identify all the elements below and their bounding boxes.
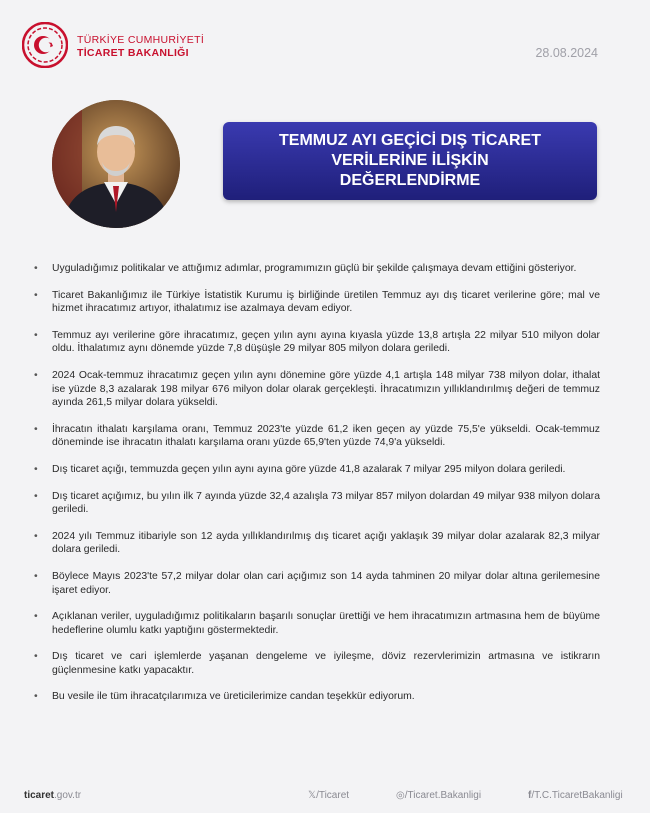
facebook-icon: f bbox=[528, 790, 532, 801]
ministry-name bbox=[77, 34, 204, 60]
instagram-link[interactable] bbox=[396, 790, 481, 801]
list-item bbox=[30, 610, 600, 637]
list-item bbox=[30, 369, 600, 410]
list-item-text: Dış ticaret açığı, temmuzda geçen yılın aynı ayına göre yüzde 41,8 azalarak 7 milyar 295 milyon dolara geriledi. bbox=[52, 463, 566, 475]
bullet-icon: • bbox=[34, 530, 38, 542]
list-item bbox=[30, 423, 600, 450]
list-item bbox=[30, 570, 600, 597]
minister-photo bbox=[52, 100, 180, 228]
website-domain: .gov.tr bbox=[54, 790, 82, 801]
list-item bbox=[30, 690, 600, 704]
title-banner bbox=[223, 122, 597, 200]
list-item-text: Temmuz ayı verilerine göre ihracatımız, geçen yılın aynı ayına kıyasla yüzde 13,8 artışla 22 milyar 510 milyon dolar oldu. İthalatımız aynı dönemde yüzde 7,8 düşüşle 29 milyar 805 milyon dolara geriledi. bbox=[52, 329, 600, 355]
list-item bbox=[30, 530, 600, 557]
list-item-text: Dış ticaret ve cari işlemlerde yaşanan dengeleme ve iyileşme, döviz rezervlerimizin artmasına ve istikrarın güçlenmesine katkı yapacaktır. bbox=[52, 651, 600, 676]
instagram-handle: /Ticaret.Bakanligi bbox=[404, 790, 482, 801]
bullet-icon: • bbox=[34, 263, 38, 274]
date: 28.08.2024 bbox=[535, 46, 598, 60]
x-icon: 𝕏 bbox=[308, 790, 317, 801]
statement-list bbox=[30, 262, 600, 717]
facebook-handle: /T.C.TicaretBakanligi bbox=[531, 790, 623, 801]
list-item bbox=[30, 262, 600, 276]
website-link[interactable] bbox=[24, 790, 81, 801]
x-handle: /Ticaret bbox=[316, 790, 350, 801]
website-name: ticaret bbox=[24, 790, 55, 801]
list-item-text: Dış ticaret açığımız, bu yılın ilk 7 ayında yüzde 32,4 azalışla 73 milyar 857 milyon dolardan 49 milyar 938 milyon dolara geriledi. bbox=[52, 490, 600, 516]
bullet-icon: • bbox=[34, 329, 38, 341]
list-item bbox=[30, 329, 600, 356]
list-item-text: Uyguladığımız politikalar ve attığımız adımlar, programımızın güçlü bir şekilde çalışmaya devam ettiğini gösteriyor. bbox=[52, 263, 577, 274]
bullet-icon: • bbox=[34, 463, 38, 475]
bullet-icon: • bbox=[34, 490, 38, 502]
bullet-icon: • bbox=[34, 651, 38, 663]
page-title: TEMMUZ AYI GEÇİCİ DIŞ TİCARET VERİLERİNE İLİŞKİN DEĞERLENDİRME bbox=[279, 132, 541, 189]
bullet-icon: • bbox=[34, 611, 38, 623]
ministry-logo bbox=[22, 22, 68, 68]
facebook-link[interactable] bbox=[528, 790, 623, 801]
list-item-text: İhracatın ithalatı karşılama oranı, Temmuz 2023'te yüzde 61,2 iken geçen ay yüzde 75,5'e yükseldi. Ocak-temmuz döneminde ise ihracatın ithalatı karşılama oranı yüzde 65,9'ten yüzde 74,9'a yükseldi. bbox=[52, 423, 600, 449]
org-line1: TÜRKİYE CUMHURİYETİ bbox=[77, 34, 205, 46]
list-item-text: Böylece Mayıs 2023'te 57,2 milyar dolar olan cari açığımız son 14 ayda tahminen 20 milyar dolar altına gerilemesine işaret ediyor. bbox=[52, 570, 600, 596]
list-item-text: Bu vesile ile tüm ihracatçılarımıza ve üreticilerimize candan teşekkür ediyorum. bbox=[52, 691, 415, 703]
list-item-text: Açıklanan veriler, uyguladığımız politikaların başarılı sonuçlar ürettiği ve hem ihracatımızın artmasına hem de büyüme hedeflerine olumlu katkı yaptığını göstermektedir. bbox=[52, 611, 600, 636]
list-item-text: Ticaret Bakanlığımız ile Türkiye İstatistik Kurumu iş birliğinde üretilen Temmuz ayı dış ticaret verilerine göre; mal ve hizmet ihracatımız artıyor, ithalatımız ise azalmaya devam ediyor. bbox=[52, 289, 600, 315]
x-link[interactable] bbox=[308, 790, 349, 801]
list-item bbox=[30, 463, 600, 477]
list-item bbox=[30, 289, 600, 316]
list-item bbox=[30, 650, 600, 677]
bullet-icon: • bbox=[34, 423, 38, 435]
list-item bbox=[30, 490, 600, 517]
org-line2: TİCARET BAKANLIĞI bbox=[77, 47, 189, 59]
bullet-icon: • bbox=[34, 570, 38, 582]
list-item-text: 2024 Ocak-temmuz ihracatımız geçen yılın aynı dönemine göre yüzde 4,1 artışla 148 milyar 738 milyon dolar, ithalat ise yüzde 8,3 azalarak 198 milyar 676 milyon dolar olarak gerçekleşti. İhracatımızın yıllıklandırılmış değeri de temmuz ayında 261,5 milyar dolara yükseldi. bbox=[52, 369, 600, 409]
instagram-icon: ◎ bbox=[396, 790, 405, 801]
header bbox=[0, 0, 650, 100]
bullet-icon: • bbox=[34, 369, 38, 381]
list-item-text: 2024 yılı Temmuz itibariyle son 12 ayda yıllıklandırılmış dış ticaret açığı yaklaşık 39 milyar dolar azalarak 82,3 milyar dolara geriledi. bbox=[52, 530, 600, 556]
bullet-icon: • bbox=[34, 289, 38, 301]
bullet-icon: • bbox=[34, 691, 38, 703]
portrait-image bbox=[52, 100, 180, 228]
footer bbox=[0, 782, 650, 804]
